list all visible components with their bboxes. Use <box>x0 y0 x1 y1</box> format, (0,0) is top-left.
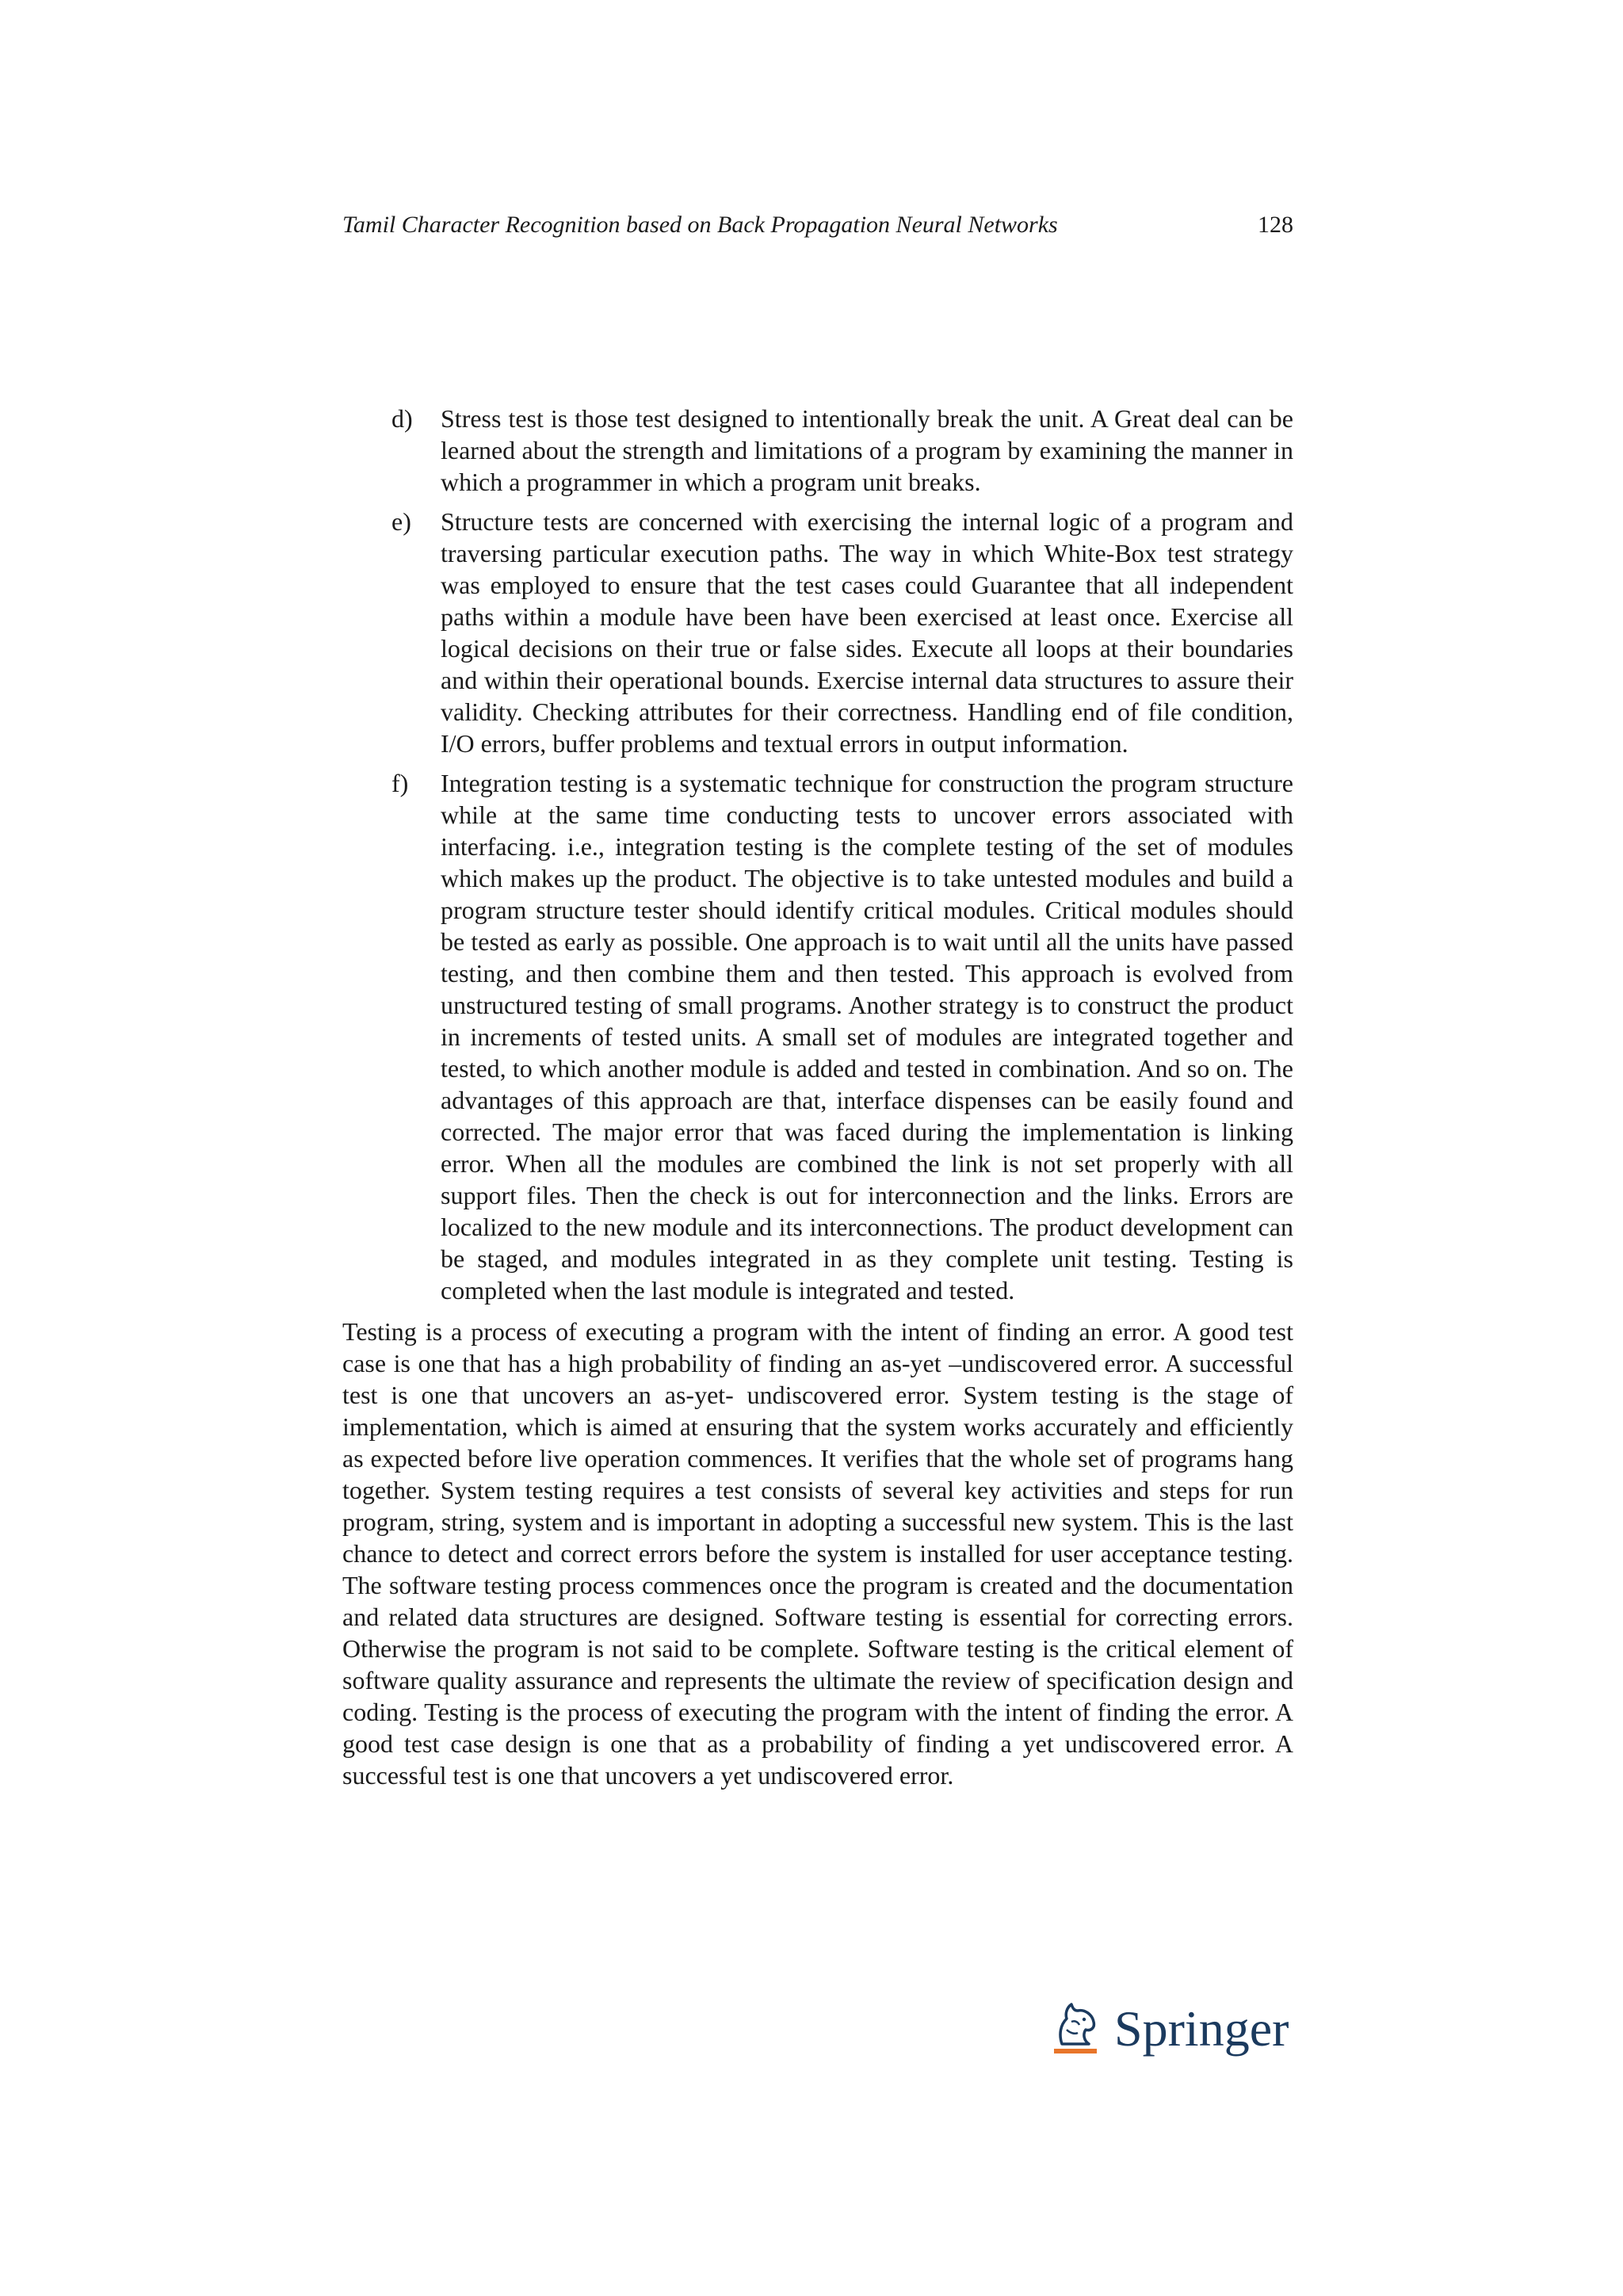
list-item-marker: d) <box>391 404 413 433</box>
list-item <box>342 506 1293 759</box>
list-item <box>342 767 1293 1306</box>
publisher-logo-text: Springer <box>1114 2000 1289 2057</box>
list-item <box>342 403 1293 498</box>
running-header <box>342 208 1293 243</box>
springer-horse-icon <box>1048 1998 1103 2060</box>
body-paragraph: Testing is a process of executing a program with the intent of finding an error. A good test case is one that has a high probability of finding an as-yet –undiscovered error. A successful test is one that uncovers an as-yet- undiscovered error. System testing is the stage of implementation, which is aimed at ensuring that the system works accurately and efficiently as expected before live operation commences. It verifies that the whole set of programs hang together. System testing requires a test consists of several key activities and steps for run program, string, system and is important in adopting a successful new system. This is the last chance to detect and correct errors before the system is installed for user acceptance testing. The software testing process commences once the program is created and the documentation and related data structures are designed. Software testing is essential for correcting errors. Otherwise the program is not said to be complete. Software testing is the critical element of software quality assurance and represents the ultimate the review of specification design and coding. Testing is the process of executing the program with the intent of finding the error. A good test case design is one that as a probability of finding a yet undiscovered error. A successful test is one that uncovers a yet undiscovered error. <box>342 1317 1293 1790</box>
list-item-marker: f) <box>391 769 409 797</box>
list-item-marker: e) <box>391 507 411 536</box>
list-item-text: Integration testing is a systematic technique for construction the program structure while at the same time conducting tests to uncover errors associated with interfacing. i.e., integration testing is the complete testing of the set of modules which makes up the product. The objective is to take untested modules and build a program structure tester should identify critical modules. Critical modules should be tested as early as possible. One approach is to wait until all the units have passed testing, and then combine them and then tested. This approach is evolved from unstructured testing of small programs. Another strategy is to construct the product in increments of tested units. A small set of modules are integrated together and tested, to which another module is added and tested in combination. And so on. The advantages of this approach are that, interface dispenses can be easily found and corrected. The major error that was faced during the implementation is linking error. When all the modules are combined the link is not set properly with all support files. Then the check is out for interconnection and the links. Errors are localized to the new module and its interconnections. The product development can be staged, and modules integrated in as they complete unit testing. Testing is completed when the last module is integrated and tested. <box>441 769 1293 1305</box>
running-header-title: Tamil Character Recognition based on Back Propagation Neural Networks <box>342 212 1058 238</box>
list-item-text: Structure tests are concerned with exercising the internal logic of a program and traversing particular execution paths. The way in which White-Box test strategy was employed to ensure that the test cases could Guarantee that all independent paths within a module have been have been exercised at least once. Exercise all logical decisions on their true or false sides. Execute all loops at their boundaries and within their operational bounds. Exercise internal data structures to assure their validity. Checking attributes for their correctness. Handling end of file condition, I/O errors, buffer problems and textual errors in output information. <box>441 507 1293 758</box>
publisher-logo <box>1048 1996 1301 2061</box>
page-number: 128 <box>1258 212 1293 238</box>
list-item-text: Stress test is those test designed to intentionally break the unit. A Great deal can be learned about the strength and limitations of a program by examining the manner in which a programmer in which a program unit breaks. <box>441 404 1293 496</box>
page-content <box>342 403 1293 1817</box>
